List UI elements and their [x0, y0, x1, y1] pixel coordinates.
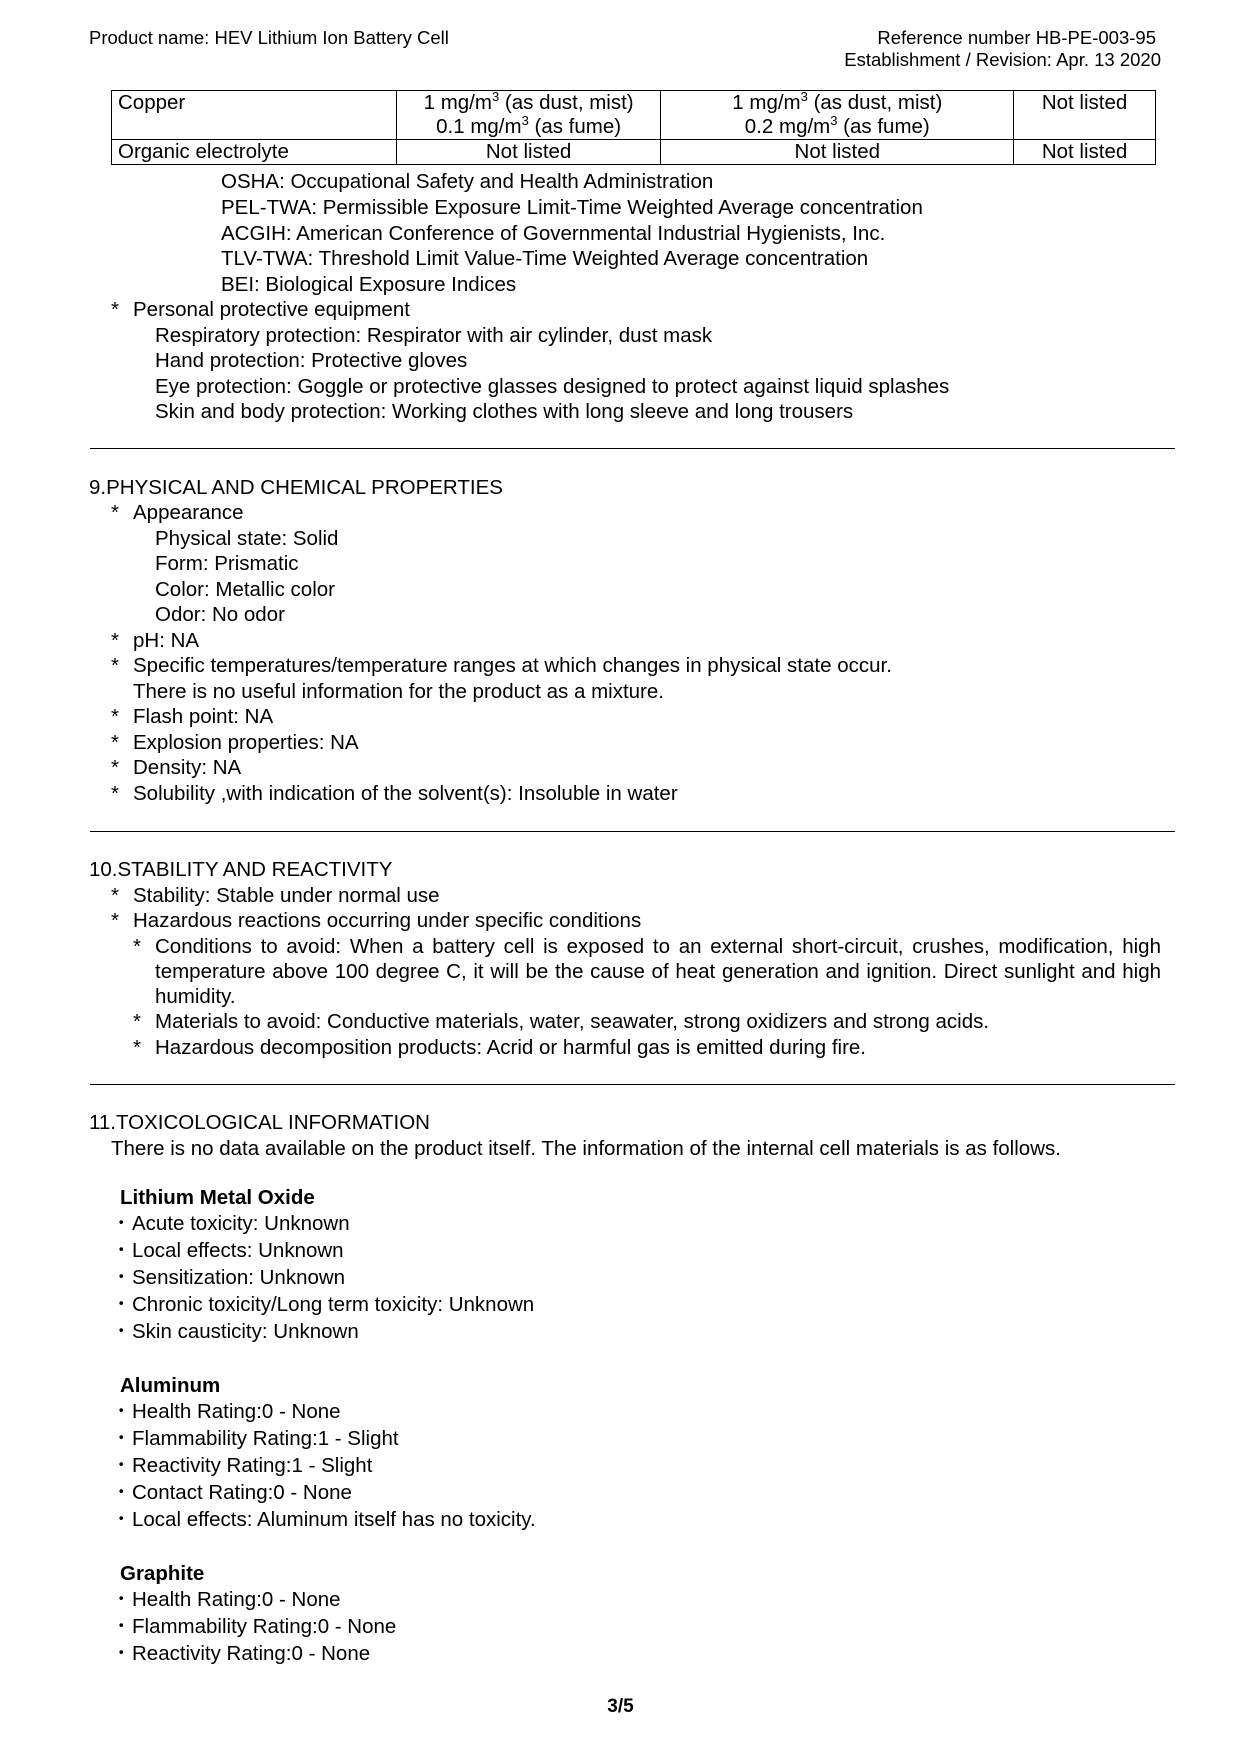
list-item: Local effects: Unknown: [132, 1239, 344, 1262]
bullet-dot: ・: [111, 1615, 132, 1638]
list-item: Skin causticity: Unknown: [132, 1320, 359, 1343]
osha-value: 1 $mg/m^3$ (as dust, mist) 0.1 $mg/m^3$ (as fume): [396, 91, 661, 140]
list-item: Health Rating:0 - None: [132, 1588, 341, 1611]
bullet-dot: ・: [111, 1642, 132, 1665]
substance-name: Copper: [112, 91, 397, 140]
acgih-value: Not listed: [661, 140, 1014, 165]
group-heading-lithium-metal-oxide: Lithium Metal Oxide: [120, 1186, 315, 1209]
bullet-star: *: [111, 629, 119, 652]
appearance-label: Appearance: [133, 501, 244, 524]
ppe-respiratory: Respiratory protection: Respirator with air cylinder, dust mask: [155, 324, 713, 347]
bullet-star: *: [111, 756, 119, 779]
bullet-dot: ・: [111, 1266, 132, 1289]
bullet-star: *: [111, 654, 119, 677]
list-item: Contact Rating:0 - None: [132, 1481, 352, 1504]
conditions-to-avoid: Conditions to avoid: When a battery cell is exposed to an external short-circuit, crushes, modification, high temperature above 100 degree C, it will be the cause of heat generation and ignition. Direct sunlight and high humidity.: [155, 935, 1161, 1008]
abbrev-osha: OSHA: Occupational Safety and Health Administration: [221, 170, 714, 193]
page-number: 3/5: [607, 1696, 634, 1717]
substance-name: Organic electrolyte: [112, 140, 397, 165]
bullet-star: *: [133, 1036, 141, 1059]
toxicology-intro: There is no data available on the product itself. The information of the internal cell materials is as follows.: [111, 1137, 1061, 1160]
bullet-dot: ・: [111, 1239, 132, 1262]
color: Color: Metallic color: [155, 578, 335, 601]
stability: Stability: Stable under normal use: [133, 884, 440, 907]
bullet-dot: ・: [111, 1427, 132, 1450]
explosion-properties: Explosion properties: NA: [133, 731, 359, 754]
list-item: Health Rating:0 - None: [132, 1400, 341, 1423]
osha-value: Not listed: [396, 140, 661, 165]
reference-number: Reference number HB-PE-003-95: [877, 27, 1156, 48]
bullet-star: *: [111, 782, 119, 805]
bullet-dot: ・: [111, 1320, 132, 1343]
specific-temperatures: Specific temperatures/temperature ranges at which changes in physical state occur.: [133, 654, 892, 677]
list-item: Chronic toxicity/Long term toxicity: Unknown: [132, 1293, 535, 1316]
group-heading-graphite: Graphite: [120, 1562, 205, 1585]
ppe-skin-body: Skin and body protection: Working clothes with long sleeve and long trousers: [155, 400, 854, 423]
abbrev-bei: BEI: Biological Exposure Indices: [221, 273, 517, 296]
solubility: Solubility ,with indication of the solvent(s): Insoluble in water: [133, 782, 678, 805]
bullet-star: *: [111, 731, 119, 754]
ppe-hand: Hand protection: Protective gloves: [155, 349, 468, 372]
group-heading-aluminum: Aluminum: [120, 1374, 221, 1397]
acgih-value: 1 $mg/m^3$ (as dust, mist) 0.2 $mg/m^3$ (as fume): [661, 91, 1014, 140]
bullet-dot: ・: [111, 1454, 132, 1477]
decomposition-products: Hazardous decomposition products: Acrid or harmful gas is emitted during fire.: [155, 1036, 867, 1059]
odor: Odor: No odor: [155, 603, 285, 626]
bullet-dot: ・: [111, 1481, 132, 1504]
list-item: Sensitization: Unknown: [132, 1266, 346, 1289]
section-10-title: 10.STABILITY AND REACTIVITY: [89, 858, 393, 881]
density: Density: NA: [133, 756, 242, 779]
physical-state: Physical state: Solid: [155, 527, 339, 550]
exposure-limits-table: [111, 90, 1156, 165]
list-item: Flammability Rating:1 - Slight: [132, 1427, 399, 1450]
product-name: Product name: HEV Lithium Ion Battery Cell: [89, 27, 449, 48]
hazardous-reactions: Hazardous reactions occurring under specific conditions: [133, 909, 642, 932]
abbrev-pel-twa: PEL-TWA: Permissible Exposure Limit-Time Weighted Average concentration: [221, 196, 923, 219]
section-divider: [90, 831, 1175, 832]
section-9-title: 9.PHYSICAL AND CHEMICAL PROPERTIES: [89, 476, 503, 499]
ppe-title: Personal protective equipment: [133, 298, 410, 321]
form: Form: Prismatic: [155, 552, 299, 575]
abbrev-acgih: ACGIH: American Conference of Governmental Industrial Hygienists, Inc.: [221, 222, 886, 245]
bei-value: Not listed: [1014, 91, 1156, 140]
temperatures-note: There is no useful information for the product as a mixture.: [133, 680, 664, 703]
bullet-dot: ・: [111, 1400, 132, 1423]
table-row: [112, 91, 1156, 140]
ppe-eye: Eye protection: Goggle or protective glasses designed to protect against liquid splashes: [155, 375, 950, 398]
table-row: [112, 140, 1156, 165]
list-item: Reactivity Rating:1 - Slight: [132, 1454, 373, 1477]
section-divider: [90, 448, 1175, 449]
list-item: Flammability Rating:0 - None: [132, 1615, 397, 1638]
bullet-dot: ・: [111, 1588, 132, 1611]
bullet-star: *: [111, 705, 119, 728]
bullet-star: *: [111, 884, 119, 907]
bullet-star: *: [111, 501, 119, 524]
bullet-dot: ・: [111, 1508, 132, 1531]
list-item: Local effects: Aluminum itself has no toxicity.: [132, 1508, 536, 1531]
ph: pH: NA: [133, 629, 200, 652]
flash-point: Flash point: NA: [133, 705, 274, 728]
bullet-dot: ・: [111, 1293, 132, 1316]
bei-value: Not listed: [1014, 140, 1156, 165]
bullet-dot: ・: [111, 1212, 132, 1235]
abbrev-tlv-twa: TLV-TWA: Threshold Limit Value-Time Weighted Average concentration: [221, 247, 869, 270]
bullet-star: *: [111, 298, 119, 321]
section-11-title: 11.TOXICOLOGICAL INFORMATION: [89, 1111, 430, 1134]
bullet-star: *: [111, 909, 119, 932]
bullet-star: *: [133, 935, 141, 958]
bullet-star: *: [133, 1010, 141, 1033]
list-item: Reactivity Rating:0 - None: [132, 1642, 371, 1665]
revision-date: Establishment / Revision: Apr. 13 2020: [844, 49, 1161, 70]
materials-to-avoid: Materials to avoid: Conductive materials, water, seawater, strong oxidizers and strong acids.: [155, 1010, 990, 1033]
list-item: Acute toxicity: Unknown: [132, 1212, 350, 1235]
section-divider: [90, 1084, 1175, 1085]
